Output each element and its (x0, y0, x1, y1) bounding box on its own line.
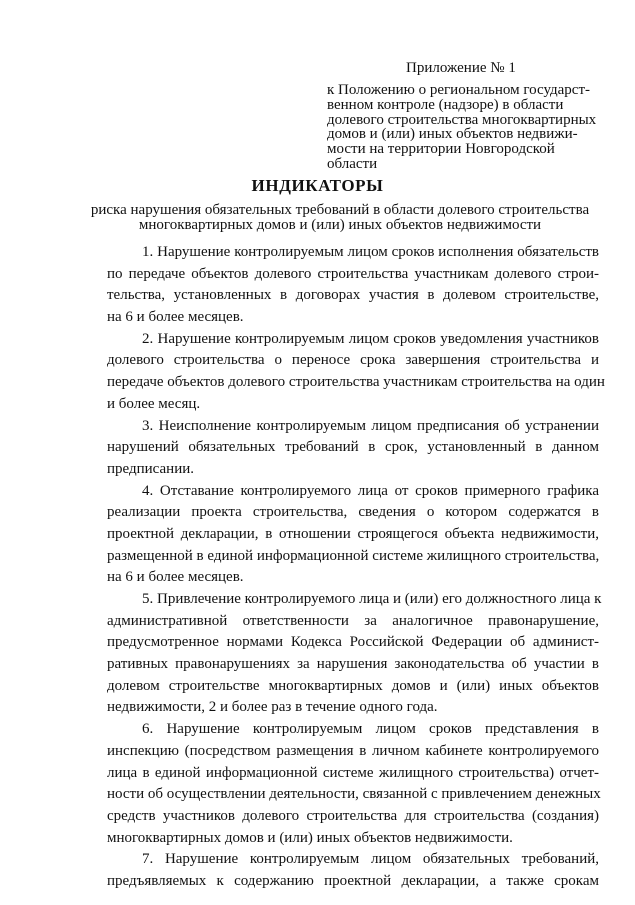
appendix-line: мости на территории Новгородской (327, 141, 555, 158)
paragraph-line: размещенной в единой информационной системе жилищного строительства, (107, 547, 600, 564)
document-subtitle (90, 203, 590, 232)
paragraph-line: передаче объектов долевого строительства участникам строительства на один (107, 374, 605, 391)
paragraph-line: 1. Нарушение контролируемым лицом сроков исполнения обязательств (142, 244, 599, 260)
appendix-line: долевого строительства многоквартирных (327, 111, 597, 128)
indicator-paragraph (107, 329, 605, 416)
paragraph-line: средств участников долевого строительства для строительства (создания) (107, 807, 599, 824)
paragraph-line: 3. Неисполнение контролируемым лицом предписания об устранении (142, 417, 599, 434)
paragraph-line: недвижимости, 2 и более раз в течение одного года. (107, 699, 438, 716)
paragraph-line: инспекцию (посредством размещения в личном кабинете контролируемого (107, 742, 599, 759)
indicator-paragraph (107, 849, 599, 892)
paragraph-line: многоквартирных домов и (или) иных объектов недвижимости. (107, 829, 513, 846)
paragraph-line: административной ответственности за аналогичное правонарушение, (107, 612, 599, 629)
subtitle-line: многоквартирных домов и (или) иных объектов недвижимости (138, 216, 542, 233)
paragraph-line: ности об осуществлении деятельности, связанной с привлечением денежных (107, 786, 601, 803)
appendix-line: домов и (или) иных объектов недвижи- (327, 126, 578, 143)
appendix-line: к Положению о региональном государст- (327, 82, 590, 98)
document-heading: ИНДИКАТОРЫ (251, 176, 384, 195)
paragraph-line: на 6 и более месяцев. (107, 309, 244, 326)
paragraph-line: предписании. (107, 460, 195, 477)
paragraph-line: и более месяц. (107, 395, 201, 412)
appendix-line: области (327, 155, 378, 172)
subtitle-line: риска нарушения обязательных требований в области долевого строительства (90, 202, 590, 218)
paragraph-line: лица в единой информационной системе жилищного строительства) отчет- (107, 764, 599, 781)
indicator-paragraph (107, 416, 599, 481)
indicator-paragraph (107, 481, 599, 589)
paragraph-line: по передаче объектов долевого строительства участникам долевого строи- (107, 265, 599, 282)
paragraph-line: 2. Нарушение контролируемым лицом сроков уведомления участников (142, 330, 599, 347)
paragraph-line: нарушений обязательных требований в срок, установленный в данном (107, 439, 599, 456)
paragraph-line: 5. Привлечение контролируемого лица и (или) его должностного лица к (142, 591, 602, 607)
paragraph-line: 4. Отставание контролируемого лица от сроков примерного графика (142, 482, 599, 499)
paragraph-line: долевом строительстве многоквартирных домов и (или) иных объектов (107, 677, 599, 694)
paragraph-line: на 6 и более месяцев. (107, 569, 244, 586)
paragraph-line: тельства, установленных в договорах участия в долевом строительстве, (107, 287, 599, 304)
paragraph-line: 7. Нарушение контролируемым лицом обязательных требований, (142, 851, 599, 868)
appendix-block (327, 58, 597, 172)
paragraph-line: 6. Нарушение контролируемым лицом сроков представления в (142, 721, 599, 738)
indicator-paragraph (107, 242, 599, 329)
indicator-paragraph (107, 719, 599, 849)
appendix-line: венном контроле (надзоре) в области (327, 96, 564, 113)
paragraph-line: ративных правонарушениях за нарушения законодательства об участии в (107, 656, 599, 673)
indicator-paragraph (107, 589, 602, 719)
paragraph-line: долевого строительства о переносе срока завершения строительства и (107, 352, 599, 369)
paragraph-line: предусмотренное нормами Кодекса Российской Федерации об админист- (107, 634, 599, 651)
document-body (107, 242, 605, 893)
appendix-title: Приложение № 1 (406, 60, 516, 76)
paragraph-line: проектной декларации, в отношении строящегося объекта недвижимости, (107, 525, 599, 542)
appendix-lines (327, 83, 597, 172)
paragraph-line: предъявляемых к содержанию проектной декларации, а также срокам (107, 872, 599, 889)
paragraph-line: реализации проекта строительства, сведения о котором содержатся в (107, 504, 599, 521)
